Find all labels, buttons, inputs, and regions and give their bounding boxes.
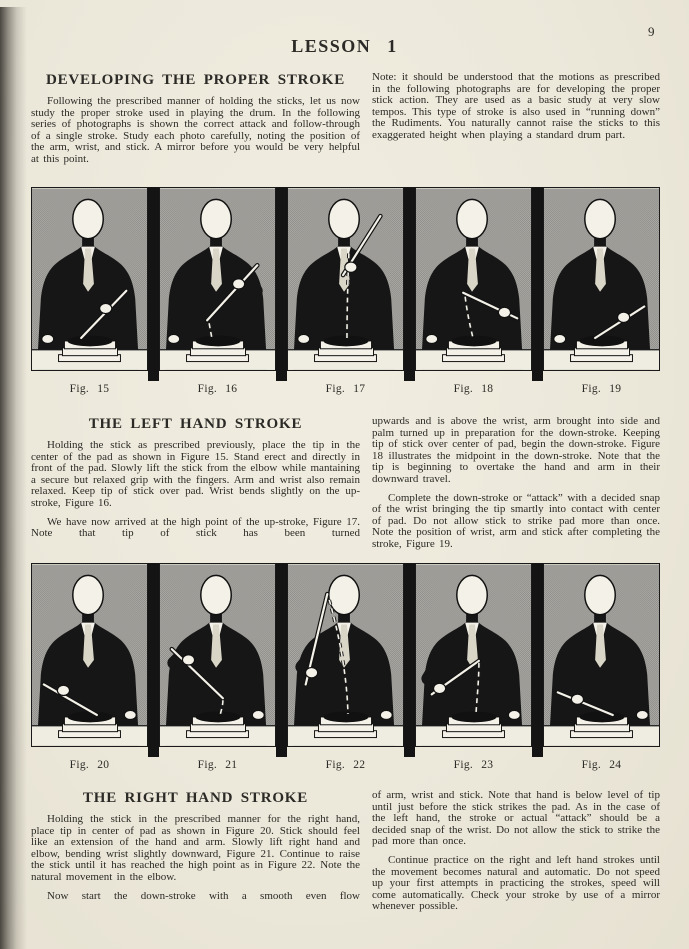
body-paragraph: upwards and is above the wrist, arm brought into side and palm turned up in preparation for the down-stroke. Keeping tip of stick over center of pad, begin the down-stroke. Figure 18 illustrates the midpoint in the down-stroke. Note that the tip is beginning to overtake the hand and arm in their downward travel. bbox=[372, 415, 660, 485]
figure-panel-18 bbox=[415, 187, 532, 395]
note-paragraph: Note: it should be understood that the motions as prescribed in the following photographs are for developing the proper stick action. They are used as a basic study at very slow tempos. This type of stroke is also used in “running down” the Rudiments. You naturally cannot raise the sticks to this exaggerated height when playing a standard drum part. bbox=[372, 71, 660, 141]
section-heading-left-hand-stroke: THE LEFT HAND STROKE bbox=[88, 416, 303, 432]
drummer-photo-illustration bbox=[287, 187, 404, 371]
body-paragraph: of arm, wrist and stick. Note that hand is below level of tip until just before the stick strikes the pad. As in the case of the left hand, the stroke or actual “attack” should be a decided snap of the wrist. Do not allow the stick to strike the pad more than once. bbox=[372, 789, 660, 848]
lesson-title: LESSON 1 bbox=[291, 36, 398, 56]
drummer-photo-illustration bbox=[31, 563, 148, 747]
figure-panel-21 bbox=[159, 563, 276, 771]
photo-separator-bar bbox=[276, 563, 287, 757]
binding-shadow bbox=[0, 7, 27, 949]
drummer-photo-illustration bbox=[543, 187, 660, 371]
section-right-hand-stroke bbox=[31, 790, 660, 920]
right-column bbox=[372, 72, 660, 173]
figure-label: Fig. 19 bbox=[581, 383, 622, 395]
photo-separator-bar bbox=[148, 187, 159, 381]
left-column bbox=[31, 416, 360, 558]
drummer-photo-illustration bbox=[159, 563, 276, 747]
figure-panel-15 bbox=[31, 187, 148, 395]
right-column bbox=[372, 416, 660, 558]
body-paragraph: Continue practice on the right and left hand strokes until the movement becomes natural and automatic. Do not speed up your first attempts in practicing the strokes, speed will come automatically. Check your stroke by use of a mirror whenever possible. bbox=[372, 853, 660, 913]
drummer-photo-illustration bbox=[159, 187, 276, 371]
figure-label: Fig. 20 bbox=[69, 759, 110, 771]
figure-label: Fig. 24 bbox=[581, 759, 622, 771]
body-paragraph: Now start the down-stroke with a smooth even flow bbox=[47, 889, 360, 902]
left-column bbox=[31, 72, 360, 173]
photo-separator-bar bbox=[404, 563, 415, 757]
figure-label: Fig. 15 bbox=[69, 383, 110, 395]
page-number: 9 bbox=[648, 24, 655, 39]
figure-panel-16 bbox=[159, 187, 276, 395]
figure-panel-22 bbox=[287, 563, 404, 771]
photo-separator-bar bbox=[404, 187, 415, 381]
drummer-photo-illustration bbox=[415, 563, 532, 747]
section-heading-developing-proper-stroke: DEVELOPING THE PROPER STROKE bbox=[45, 72, 346, 88]
figure-label: Fig. 21 bbox=[197, 759, 238, 771]
photo-strip-left-hand bbox=[31, 187, 660, 395]
photo-separator-bar bbox=[532, 563, 543, 757]
section-heading-right-hand-stroke: THE RIGHT HAND STROKE bbox=[82, 790, 309, 806]
drummer-photo-illustration bbox=[543, 563, 660, 747]
body-paragraph: We have now arrived at the high point of the up-stroke, Figure 17. Note that tip of stick has been turned bbox=[31, 515, 360, 540]
photo-separator-bar bbox=[148, 563, 159, 757]
photo-strip-right-hand bbox=[31, 563, 660, 771]
section-left-hand-stroke bbox=[31, 416, 660, 558]
figure-panel-23 bbox=[415, 563, 532, 771]
photo-separator-bar bbox=[532, 187, 543, 381]
figure-label: Fig. 17 bbox=[325, 383, 366, 395]
section-developing-proper-stroke bbox=[31, 72, 660, 173]
right-column bbox=[372, 790, 660, 920]
figure-label: Fig. 23 bbox=[453, 759, 494, 771]
figure-label: Fig. 18 bbox=[453, 383, 494, 395]
figure-panel-17 bbox=[287, 187, 404, 395]
left-column bbox=[31, 790, 360, 920]
drummer-photo-illustration bbox=[287, 563, 404, 747]
figure-panel-24 bbox=[543, 563, 660, 771]
body-paragraph: Following the prescribed manner of holding the sticks, let us now study the proper stroke used in playing the drum. In the following series of photographs is shown the correct attack and follow-through of a single stroke. Study each photo carefully, noting the position of the arm, wrist, and stick. A mirror before you would be very helpful at this point. bbox=[31, 95, 360, 165]
figure-label: Fig. 22 bbox=[325, 759, 366, 771]
body-paragraph: Holding the stick in the prescribed manner for the right hand, place tip in center of pad as shown in Figure 20. Stick should feel like an extension of the hand and arm. Slowly lift right hand and elbow, bending wrist slightly downward, Figure 21. Continue to raise the stick until it has reached the high point as in Figure 22. Note the natural movement in the elbow. bbox=[31, 813, 360, 883]
photo-separator-bar bbox=[276, 187, 287, 381]
body-paragraph: Complete the down-stroke or “attack” with a decided snap of the wrist bringing the tip smartly into contact with center of pad. Do not allow stick to strike pad more than once. Note the position of wrist, arm and stick after completing the stroke, Figure 19. bbox=[372, 491, 660, 550]
body-paragraph: Holding the stick as prescribed previously, place the tip in the center of the pad as shown in Figure 15. Stand erect and directly in front of the pad. Slowly lift the stick from the elbow while mantaining a secure but relaxed grip with the fingers. Arm and wrist also remain relaxed. Keep tip of stick over pad. Wrist bends slightly on the up-stroke, Figure 16. bbox=[31, 439, 360, 509]
figure-panel-20 bbox=[31, 563, 148, 771]
figure-label: Fig. 16 bbox=[197, 383, 238, 395]
figure-panel-19 bbox=[543, 187, 660, 395]
drummer-photo-illustration bbox=[415, 187, 532, 371]
drummer-photo-illustration bbox=[31, 187, 148, 371]
